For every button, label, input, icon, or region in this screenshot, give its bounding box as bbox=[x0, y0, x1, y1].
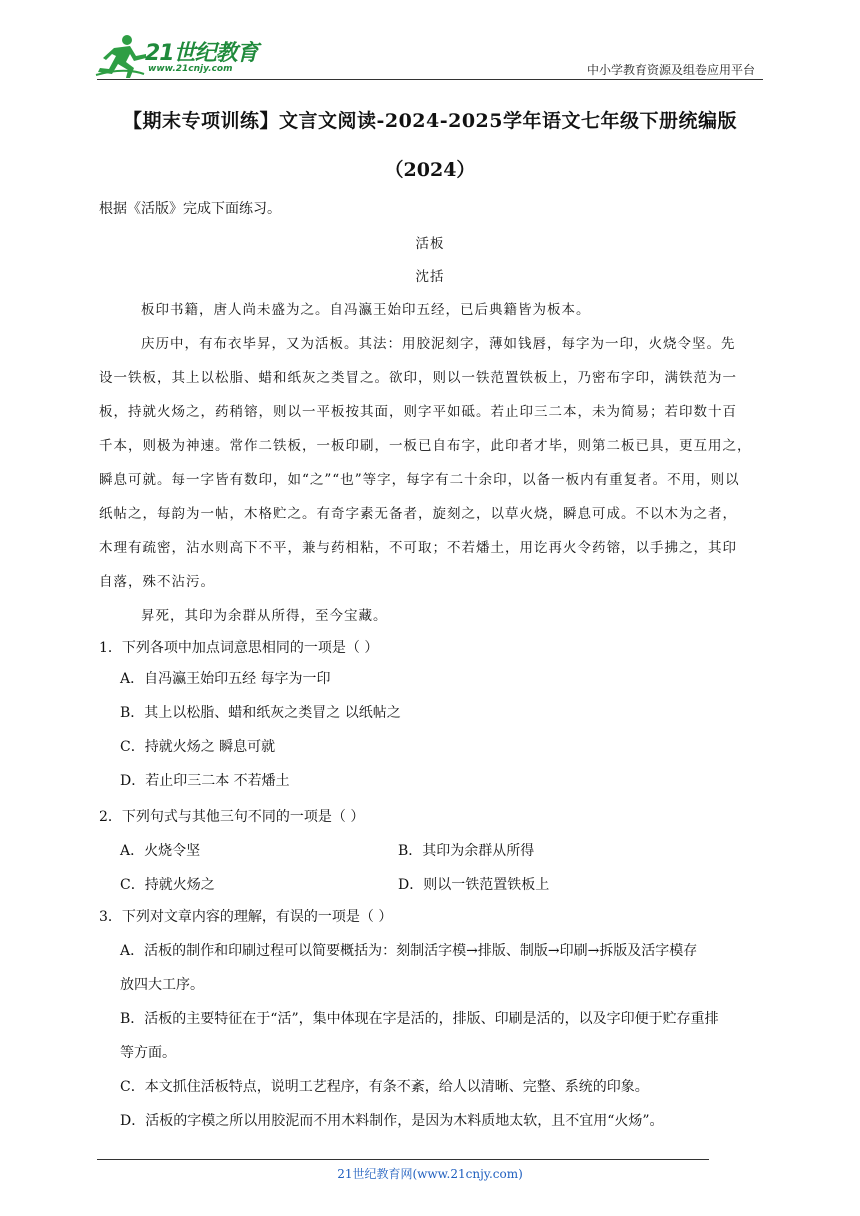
question-1-option-d[interactable]: D．若止印三二本 不若燔土 bbox=[120, 773, 290, 789]
passage-author: 沈括 bbox=[415, 269, 445, 285]
footer-text[interactable]: 21世纪教育网(www.21cnjy.com) bbox=[337, 1167, 523, 1181]
question-3-option-a[interactable]: A．活板的制作和印刷过程可以简要概括为：刻制活字模→排版、制版→印刷→拆版及活字模存 bbox=[120, 943, 698, 959]
question-1-option-a[interactable]: A．自冯瀛王始印五经 每字为一印 bbox=[120, 671, 331, 687]
question-2-option-d[interactable]: D．则以一铁范置铁板上 bbox=[398, 877, 550, 893]
intro-text: 根据《活版》完成下面练习。 bbox=[99, 201, 281, 217]
question-1-stem: 1．下列各项中加点词意思相同的一项是（ ） bbox=[99, 640, 379, 656]
logo-url: www.21cnjy.com bbox=[148, 64, 233, 74]
passage-line: 板，持就火炀之，药稍镕，则以一平板按其面，则字平如砥。若止印三二本，未为简易；若印数十百 bbox=[99, 404, 737, 420]
question-1-option-b[interactable]: B．其上以松脂、蜡和纸灰之类冒之 以纸帖之 bbox=[120, 705, 401, 721]
passage-line: 瞬息可就。每一字皆有数印，如“之”“也”等字，每字有二十余印，以备一板内有重复者。不用，则以 bbox=[99, 472, 740, 488]
question-3-option-b[interactable]: B．活板的主要特征在于“活”，集中体现在字是活的，排版、印刷是活的，以及字印便于贮存重排 bbox=[120, 1011, 719, 1027]
question-3-option-b-cont: 等方面。 bbox=[120, 1045, 176, 1061]
logo-text: 21世纪教育 bbox=[145, 41, 258, 66]
question-1-option-c[interactable]: C．持就火炀之 瞬息可就 bbox=[120, 739, 276, 755]
footer-divider bbox=[97, 1159, 709, 1160]
passage-line: 设一铁板，其上以松脂、蜡和纸灰之类冒之。欲印，则以一铁范置铁板上，乃密布字印，满铁范为一 bbox=[99, 370, 737, 386]
question-3-option-c[interactable]: C．本文抓住活板特点，说明工艺程序，有条不紊，给人以清晰、完整、系统的印象。 bbox=[120, 1079, 649, 1095]
passage-line: 纸帖之，每韵为一帖，木格贮之。有奇字素无备者，旋刻之，以草火烧，瞬息可成。不以木为之者， bbox=[99, 506, 737, 522]
passage-line: 千本，则极为神速。常作二铁板，一板印刷，一板已自布字，此印者才毕，则第二板已具，更互用之， bbox=[99, 438, 752, 454]
page-title: 【期末专项训练】文言文阅读-2024-2025学年语文七年级下册统编版 bbox=[122, 110, 738, 132]
page-header bbox=[0, 0, 860, 90]
question-3-option-d[interactable]: D．活板的字模之所以用胶泥而不用木料制作，是因为木料质地太软，且不宜用“火炀”。 bbox=[120, 1113, 664, 1129]
question-2-stem: 2．下列句式与其他三句不同的一项是（ ） bbox=[99, 809, 365, 825]
header-tagline: 中小学教育资源及组卷应用平台 bbox=[586, 63, 755, 77]
header-divider bbox=[97, 79, 763, 80]
question-2-option-a[interactable]: A．火烧令坚 bbox=[120, 843, 201, 859]
passage-line: 昇死，其印为余群从所得，至今宝藏。 bbox=[141, 608, 388, 624]
passage-line: 木理有疏密，沾水则高下不平，兼与药相粘，不可取；不若燔土，用讫再火令药镕，以手拂之，其印 bbox=[99, 540, 737, 556]
question-2-option-b[interactable]: B．其印为余群从所得 bbox=[398, 843, 535, 859]
passage-line: 庆历中，有布衣毕昇，又为活板。其法：用胶泥刻字，薄如钱唇，每字为一印，火烧令坚。先 bbox=[141, 336, 736, 352]
question-3-stem: 3．下列对文章内容的理解，有误的一项是（ ） bbox=[99, 909, 393, 925]
question-2-option-c[interactable]: C．持就火炀之 bbox=[120, 877, 215, 893]
passage-line: 板印书籍，唐人尚未盛为之。自冯瀛王始印五经，已后典籍皆为板本。 bbox=[141, 302, 591, 318]
passage-line: 自落，殊不沾污。 bbox=[99, 574, 215, 590]
question-3-option-a-cont: 放四大工序。 bbox=[120, 977, 204, 993]
passage-title: 活板 bbox=[415, 236, 445, 252]
page-title-year: （2024） bbox=[384, 159, 476, 181]
